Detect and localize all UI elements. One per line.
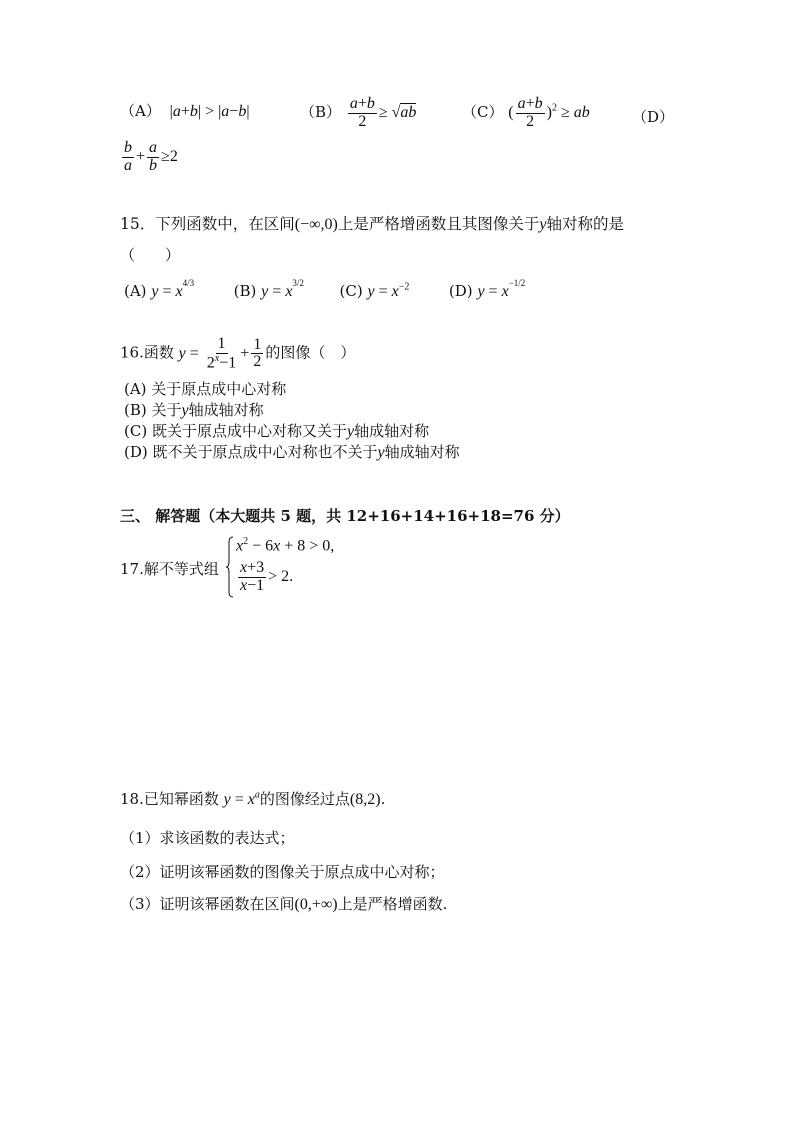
q15-option-d-math: $y = x^{-1/2}$ xyxy=(477,278,526,300)
q15-number: 15． xyxy=(120,215,156,233)
q17-number: 17. xyxy=(120,560,144,578)
q18-sub3-before: （3）证明该幂函数在区间 xyxy=(120,895,295,913)
q15-option-b-label: (B) xyxy=(233,282,257,300)
q15-axis-var: y xyxy=(539,216,547,233)
q18-sub1: （1）求该函数的表达式； xyxy=(120,829,295,847)
q14-option-a-math: |a+b| > |a−b| xyxy=(169,103,250,120)
q18-sub3 xyxy=(120,893,447,914)
q16-function-math: y = $\frac{1}{2^x-1}$ + $\frac{1}{2}$ xyxy=(178,335,262,372)
q15-text-middle: 上是严格增函数且其图像关于 xyxy=(337,215,540,233)
q15-option-c-math: $y = x^{-2}$ xyxy=(367,281,410,300)
q17-inequality-1: $x^2 - 6x + 8 > 0$, xyxy=(236,536,335,555)
q16-option-c-axis: y xyxy=(346,423,355,440)
q17-stem xyxy=(120,558,219,579)
q17-text: 解不等式组 xyxy=(143,560,219,578)
q16-prefix: 函数 xyxy=(143,343,174,362)
q18-end: . xyxy=(380,790,386,808)
q18-number: 18. xyxy=(120,790,144,808)
q14-option-d-label: （D） xyxy=(632,108,675,126)
q18-sub3-interval: (0,+∞) xyxy=(294,896,338,913)
q18-sub2: （2）证明该幂函数的图像关于原点成中心对称； xyxy=(120,863,445,881)
q16-option-b xyxy=(124,399,264,420)
q18-point: (8,2) xyxy=(349,791,381,808)
section-heading: 三、 解答题（本大题共 5 题，共 12+16+14+16+18=76 分） xyxy=(120,507,570,525)
q14-option-d-math: $\frac{b}{a}$ + $\frac{a}{b}$ ≥2 xyxy=(124,139,178,174)
q15-option-c-label: (C) xyxy=(339,282,363,300)
q15-stem xyxy=(120,212,624,234)
q18-function-math: $y = x^a$ xyxy=(223,789,260,808)
q16-option-b-axis: y xyxy=(181,402,189,419)
q15-text-after: 轴对称的是 xyxy=(546,215,624,233)
q17-inequality-2: $\frac{x+3}{x-1}$ > 2. xyxy=(240,559,294,594)
q16-option-d-axis: y xyxy=(377,444,385,461)
q15-options xyxy=(124,278,525,301)
q15-option-a-math: $y = x^{4/3}$ xyxy=(151,278,195,300)
q15-text-before: 下列函数中，在区间 xyxy=(155,215,295,233)
q16-option-c-part1: (C) 既关于原点成中心对称又关于 xyxy=(124,422,347,440)
q14-options xyxy=(120,100,250,121)
brace-icon xyxy=(226,536,234,598)
q16-option-b-part1: (B) 关于 xyxy=(124,401,182,419)
q14-option-b-math: $\frac{a+b}{2}$ ≥ √ab xyxy=(349,95,417,130)
q17-system-brace xyxy=(226,536,234,598)
q14-option-b-label: （B） xyxy=(300,102,342,121)
q15-option-a-label: (A) xyxy=(124,282,147,300)
q18-stem xyxy=(120,788,385,809)
q16-stem xyxy=(120,336,355,372)
q15-interval: (−∞,0) xyxy=(294,216,338,233)
q14-option-c xyxy=(462,96,590,131)
q14-option-a-label: （A） xyxy=(120,102,161,120)
q16-option-c-part2: 轴成轴对称 xyxy=(354,422,430,440)
q15-option-d-label: (D) xyxy=(448,282,473,300)
q16-number: 16. xyxy=(120,343,144,362)
q16-option-c xyxy=(124,420,429,441)
q16-option-d xyxy=(124,441,460,462)
q16-option-b-part2: 轴成轴对称 xyxy=(188,401,264,419)
q18-sub3-after: 上是严格增函数. xyxy=(337,895,448,913)
q16-suffix: 的图像（ ） xyxy=(265,343,356,362)
q16-option-d-part1: (D) 既不关于原点成中心对称也不关于 xyxy=(124,443,378,461)
q14-option-c-math: ( $\frac{a+b}{2}$ )$^2$ ≥ ab xyxy=(508,95,590,130)
q16-option-a: (A) 关于原点成中心对称 xyxy=(124,380,287,398)
q16-option-d-part2: 轴成轴对称 xyxy=(384,443,460,461)
q18-text-after: 的图像经过点 xyxy=(259,790,350,808)
q14-option-b xyxy=(300,96,416,131)
q18-text-before: 已知幂函数 xyxy=(143,790,219,808)
q14-option-c-label: （C） xyxy=(462,102,504,121)
q15-blank: （ ） xyxy=(120,246,181,264)
q15-option-b-math: $y = x^{3/2}$ xyxy=(261,278,304,300)
